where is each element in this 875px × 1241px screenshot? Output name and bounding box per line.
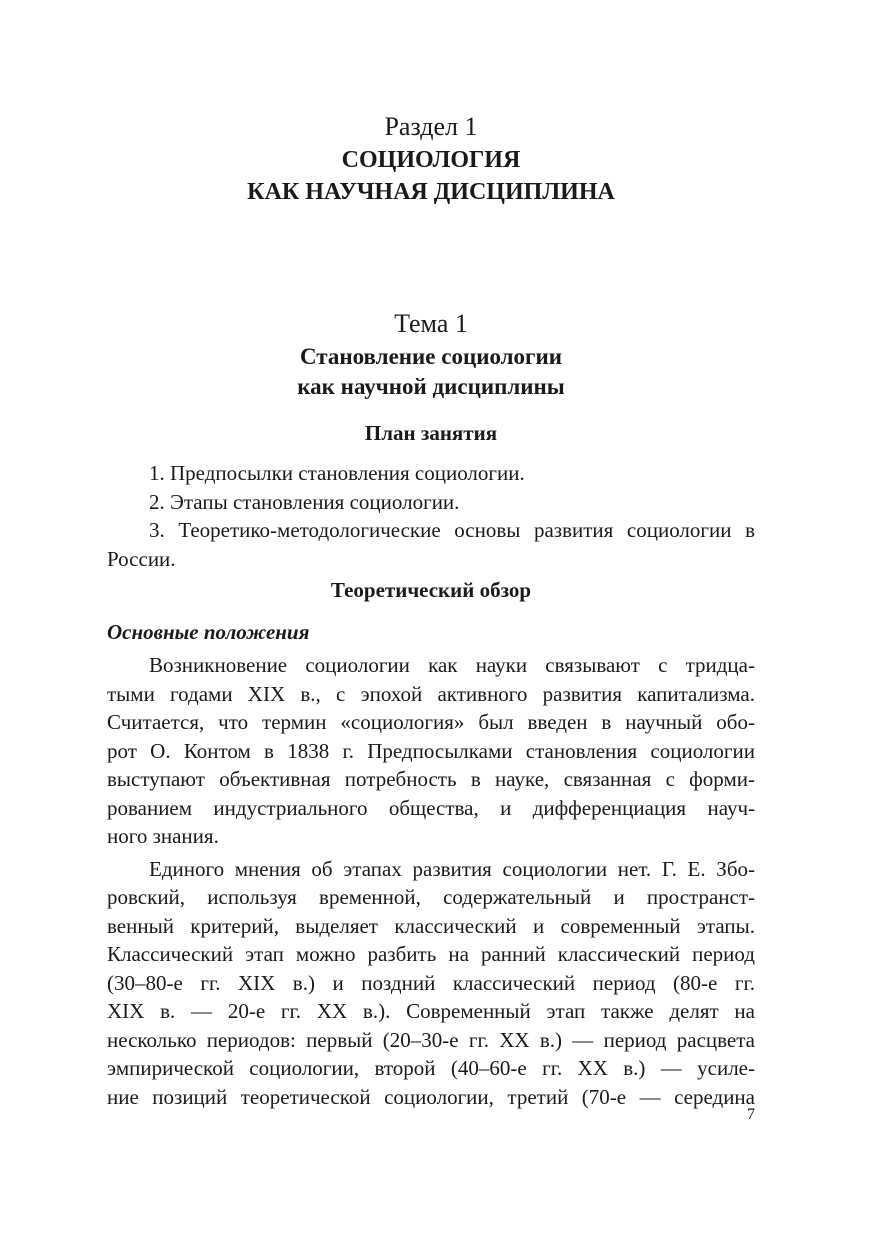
plan-heading: План занятия [364, 421, 498, 445]
subheading: Основные положения [107, 620, 310, 644]
topic-label: Тема 1 [394, 309, 468, 338]
topic-title-line: Становление социологии [299, 344, 563, 369]
text-line: Возникновение социологии как науки связывают с тридца- [149, 653, 755, 677]
text-line: венный критерий, выделяет классический и современный этапы. [107, 913, 755, 938]
review-heading: Теоретический обзор [330, 578, 532, 602]
body-text [107, 651, 755, 1115]
topic-title [107, 342, 755, 402]
text-line: Считается, что термин «социология» был введен в научный обо- [107, 710, 755, 734]
plan-item: 2. Этапы становления социологии. [149, 489, 460, 514]
section-title [107, 144, 755, 208]
topic-title-line: как научной дисциплины [297, 374, 565, 399]
page-number: 7 [747, 1106, 755, 1123]
text-line: рованием индустриального общества, и дифференциация науч- [107, 795, 755, 820]
paragraph [107, 855, 755, 1112]
paragraph [107, 651, 755, 851]
text-line: Классический этап можно разбить на ранний классический период [107, 942, 755, 966]
plan-list [107, 459, 755, 573]
text-line: XIX в. — 20-е гг. XX в.). Современный этап также делят на [107, 999, 755, 1023]
text-line: эмпирической социологии, второй (40–60-е гг. XX в.) — усиле- [107, 1056, 755, 1080]
text-line: (30–80-е гг. XIX в.) и поздний классический период (80-е гг. [107, 970, 755, 995]
text-line: ровский, используя временной, содержательный и пространст- [107, 885, 755, 909]
section-label: Раздел 1 [384, 112, 478, 141]
plan-item: 3. Теоретико-методологические основы развития социологии в России. [107, 518, 755, 571]
text-line: тыми годами XIX в., с эпохой активного развития капитализма. [107, 681, 755, 706]
text-line: ного знания. [107, 824, 219, 848]
plan-item: 1. Предпосылки становления социологии. [149, 461, 525, 485]
text-line: Единого мнения об этапах развития социологии нет. Г. Е. Збо- [149, 856, 755, 881]
section-title-line: КАК НАУЧНАЯ ДИСЦИПЛИНА [247, 179, 615, 205]
section-title-line: СОЦИОЛОГИЯ [341, 147, 521, 173]
text-line: ние позиций теоретической социологии, третий (70-е — середина [107, 1084, 755, 1109]
text-line: несколько периодов: первый (20–30-е гг. XX в.) — период расцвета [107, 1027, 755, 1052]
text-line: рот О. Контом в 1838 г. Предпосылками становления социологии [107, 738, 755, 763]
text-line: выступают объективная потребность в науке, связанная с форми- [107, 767, 755, 791]
